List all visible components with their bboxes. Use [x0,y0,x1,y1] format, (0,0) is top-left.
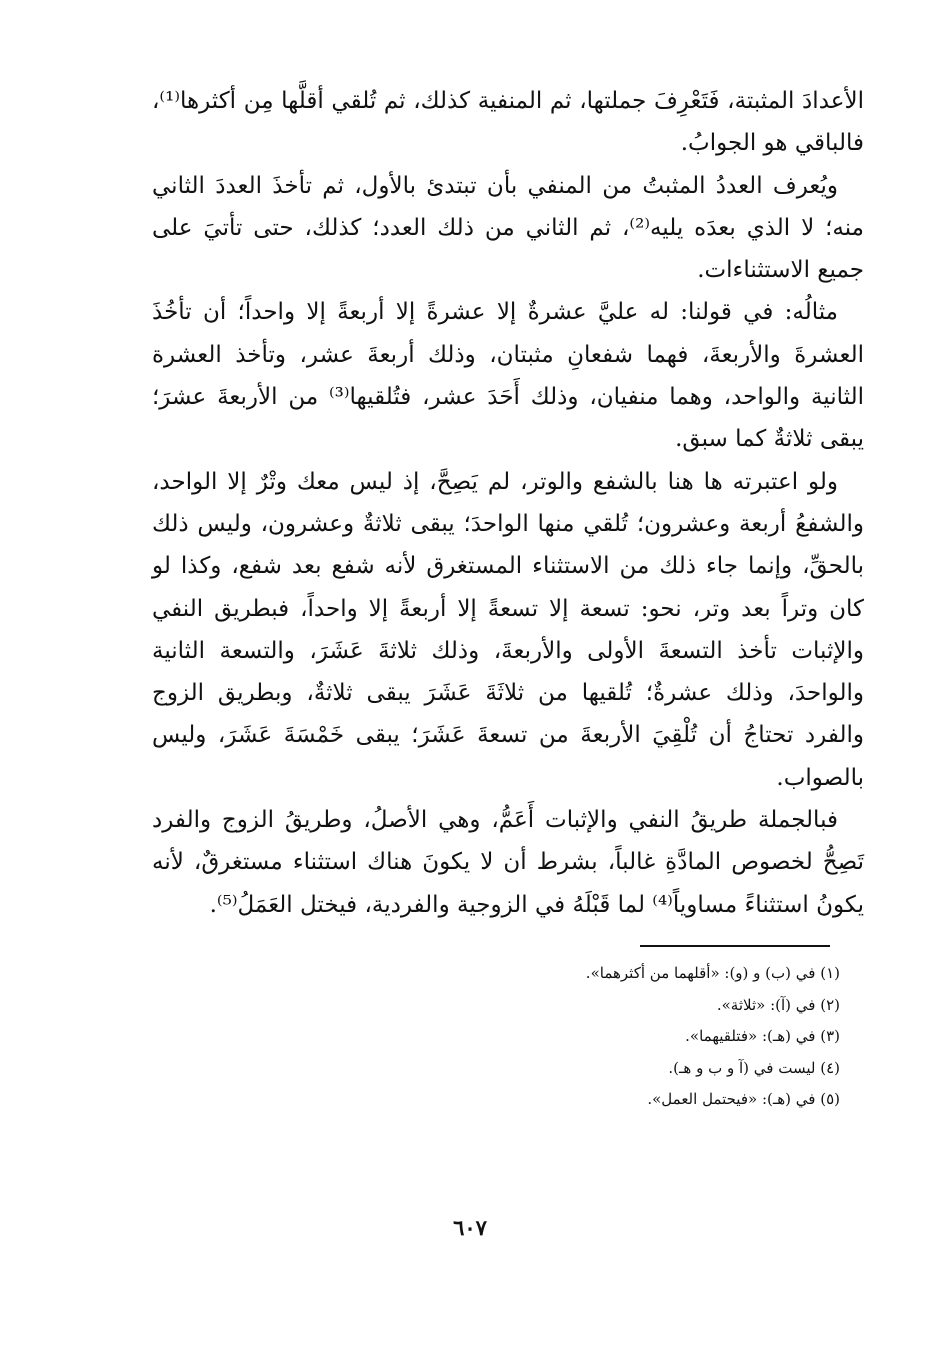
footnotes [420,958,840,1116]
page-number: ٦٠٧ [453,1215,487,1240]
paragraph-4: ولو اعتبرته ها هنا بالشفع والوتر، لم يَصِحَّ، إذ ليس معك وتْرٌ إلا الواحد، والشفعُ أربعة وعشرون؛ تُلقي منها الواحدَ؛ يبقى ثلاثةٌ وعشرون، وليس ذلك بالحقِّ، وإنما جاء ذلك من الاستثناء المستغرق لأنه شفع بعد شفع، وكذا لو كان وتراً بعد وتر، نحو: تسعة إلا تسعةً إلا أربعةً إلا واحداً، فبطريق النفي والإثبات تأخذ التسعةَ الأولى والأربعةَ، وذلك ثلاثةَ عَشَرَ، والتسعة الثانية والواحدَ، وذلك عشرةٌ؛ تُلقيها من ثلاثَةَ عَشَرَ يبقى ثلاثةٌ، وبطريق الزوج والفرد تحتاجُ أن تُلْقِيَ الأربعةَ من تسعةَ عَشَرَ؛ يبقى خَمْسَةَ عَشَرَ، وليس بالصواب. [152,468,864,791]
paragraph-5: فبالجملة طريقُ النفي والإثبات أَعَمُّ، وهي الأصلُ، وطريقُ الزوج والفرد تَصِحُّ لخصوص المادَّةِ غالباً، بشرط أن لا يكونَ هناك استثناء مستغرقٌ، لأنه يكونُ استثناءً مساوياً⁽⁴⁾ لما قَبْلَهُ في الزوجية والفردية، فيختل العَمَلُ⁽⁵⁾. [152,807,864,918]
paragraph-1: الأعدادَ المثبتة، فَتَعْرِفَ جملتها، ثم المنفية كذلك، ثم تُلقي أقلَّها مِن أكثرها⁽¹⁾، فالباقي هو الجوابُ. [152,88,864,157]
footnote-2: (٢) في (آ): «ثلاثة». [716,995,840,1014]
paragraph-3: مثالُه: في قولنا: له عليَّ عشرةٌ إلا عشرةً إلا أربعةً إلا واحداً؛ أن تأخُذَ العشرةَ والأربعةَ، فهما شفعانِ مثبتان، وذلك أربعةَ عشر، وتأخذ العشرة الثانية والواحد، وهما منفيان، وذلك أَحَدَ عشر، فتُلقيها⁽³⁾ من الأربعةَ عشرَ؛ يبقى ثلاثةٌ كما سبق. [152,299,864,453]
footnote-1: (١) في (ب) و (و): «أقلهما من أكثرهما». [585,964,840,982]
paragraph-2: ويُعرف العددُ المثبتُ من المنفي بأن تبتدئ بالأول، ثم تأخذَ العددَ الثاني منه؛ لا الذي بعدَه يليه⁽²⁾، ثم الثاني من ذلك العدد؛ كذلك، حتى تأتيَ على جميع الاستثناءات. [152,172,864,284]
footnote-separator [640,945,830,947]
footnote-4: (٤) ليست في (آ و ب و هـ). [668,1058,840,1077]
footnote-5: (٥) في (هـ): «فيحتمل العمل». [647,1090,840,1109]
footnote-3: (٣) في (هـ): «فتلقيهما». [685,1027,840,1046]
main-text [152,80,864,926]
